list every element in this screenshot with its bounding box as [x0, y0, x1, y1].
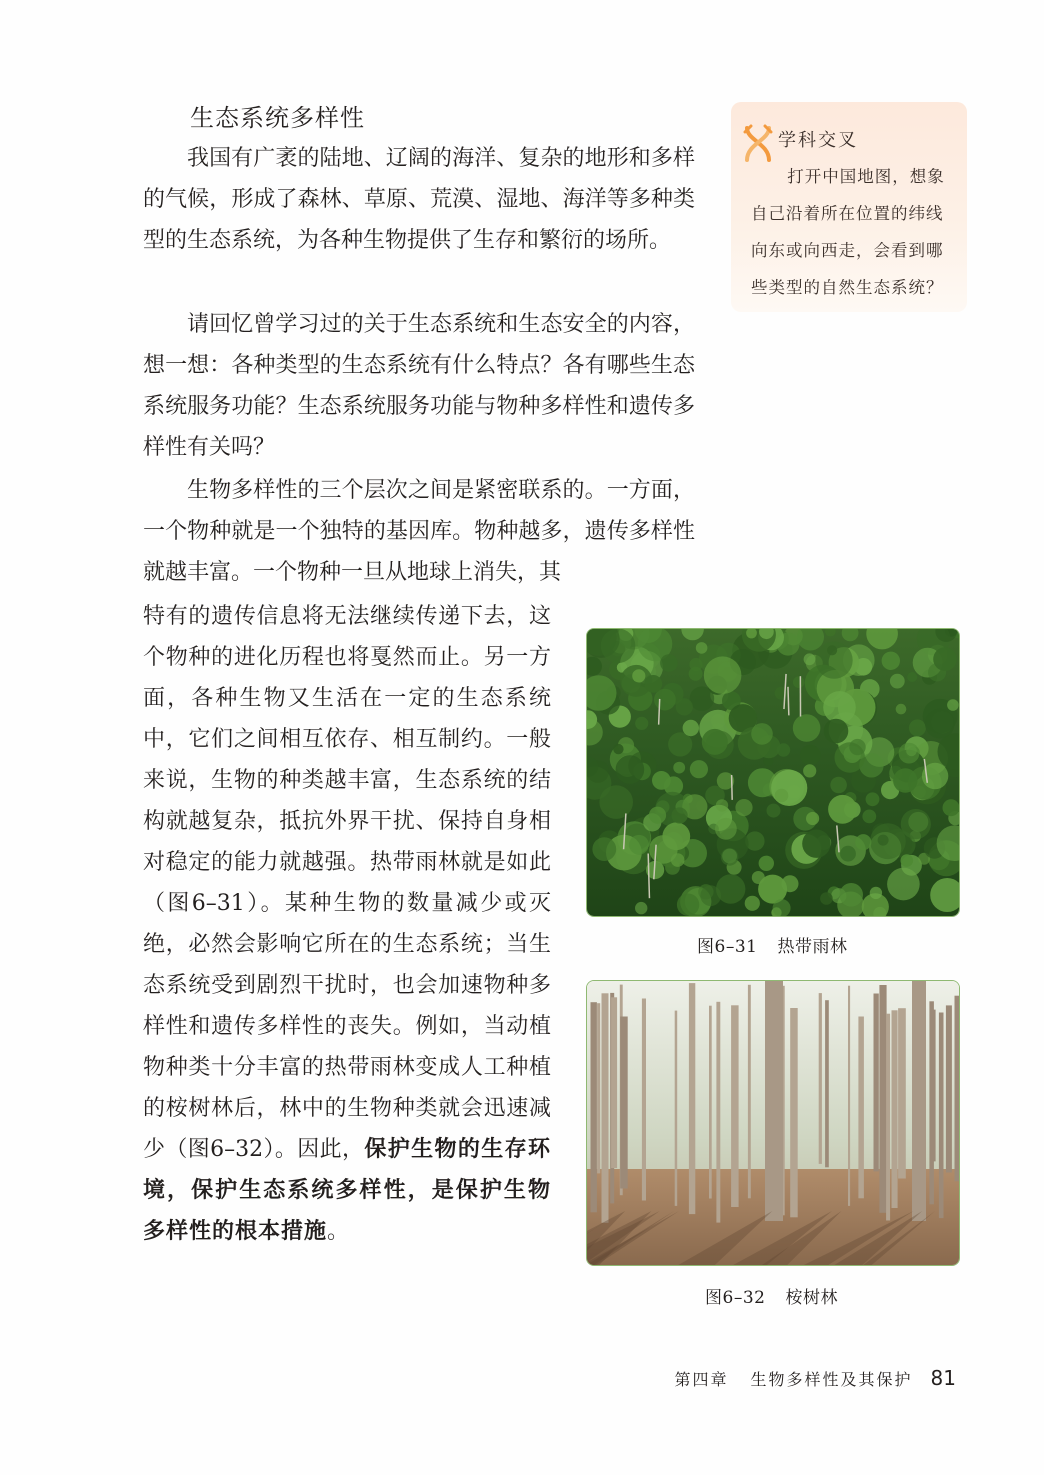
figure-number-1: 图6–31	[697, 937, 758, 957]
figure-title-1: 热带雨林	[777, 937, 848, 957]
eucalyptus-forest-photo	[586, 980, 960, 1266]
figure-number-2: 图6–32	[705, 1288, 766, 1308]
section-title: 生态系统多样性	[190, 104, 365, 132]
sidebar-title: 学科交叉	[778, 130, 858, 151]
figure-title-2: 桉树林	[785, 1288, 838, 1308]
page-footer	[675, 1366, 956, 1390]
paragraph-1: 我国有广袤的陆地、辽阔的海洋、复杂的地形和多样的气候，形成了森林、草原、荒漠、湿地、海洋等多种类型的生态系统，为各种生物提供了生存和繁衍的场所。	[143, 146, 695, 253]
paragraph-4-text: 特有的遗传信息将无法继续传递下去，这个物种的进化历程也将戛然而止。另一方面，各种生物又生活在一定的生态系统中，它们之间相互依存、相互制约。一般来说，生物的种类越丰富，生态系统的结构就越复杂，抵抗外界干扰、保持自身相对稳定的能力就越强。热带雨林就是如此（图6–31）。某种生物的数量减少或灭绝，必然会影响它所在的生态系统；当生态系统受到剧烈干扰时，也会加速物种多样性和遗传多样性的丧失。例如，当动植物种类十分丰富的热带雨林变成人工种植的桉树林后，林中的生物种类就会迅速减少（图6–32）。因此，	[143, 604, 551, 1162]
footer-chapter: 第四章	[674, 1370, 729, 1389]
paragraph-4-end: 。	[327, 1219, 350, 1244]
paragraph-3: 生物多样性的三个层次之间是紧密联系的。一方面，一个物种就是一个独特的基因库。物种越多，遗传多样性就越丰富。一个物种一旦从地球上消失，其	[143, 478, 695, 585]
interdisciplinary-sidebar	[731, 102, 967, 312]
rainforest-photo	[586, 628, 960, 917]
paragraph-4-emphasis: 保护生物的生存环境，保护生态系统多样性，是保护生物多样性的根本措施	[143, 1137, 551, 1244]
paragraph-2: 请回忆曾学习过的关于生态系统和生态安全的内容，想一想：各种类型的生态系统有什么特点？各有哪些生态系统服务功能？生态系统服务功能与物种多样性和遗传多样性有关吗？	[143, 312, 695, 460]
page-number: 81	[930, 1366, 956, 1390]
footer-chapter-title: 生物多样性及其保护	[750, 1370, 913, 1389]
figure-caption-2	[705, 1283, 838, 1308]
figure-caption-1	[697, 932, 847, 957]
sidebar-body: 打开中国地图，想象自己沿着所在位置的纬线向东或向西走，会看到哪些类型的自然生态系统？	[751, 167, 945, 297]
